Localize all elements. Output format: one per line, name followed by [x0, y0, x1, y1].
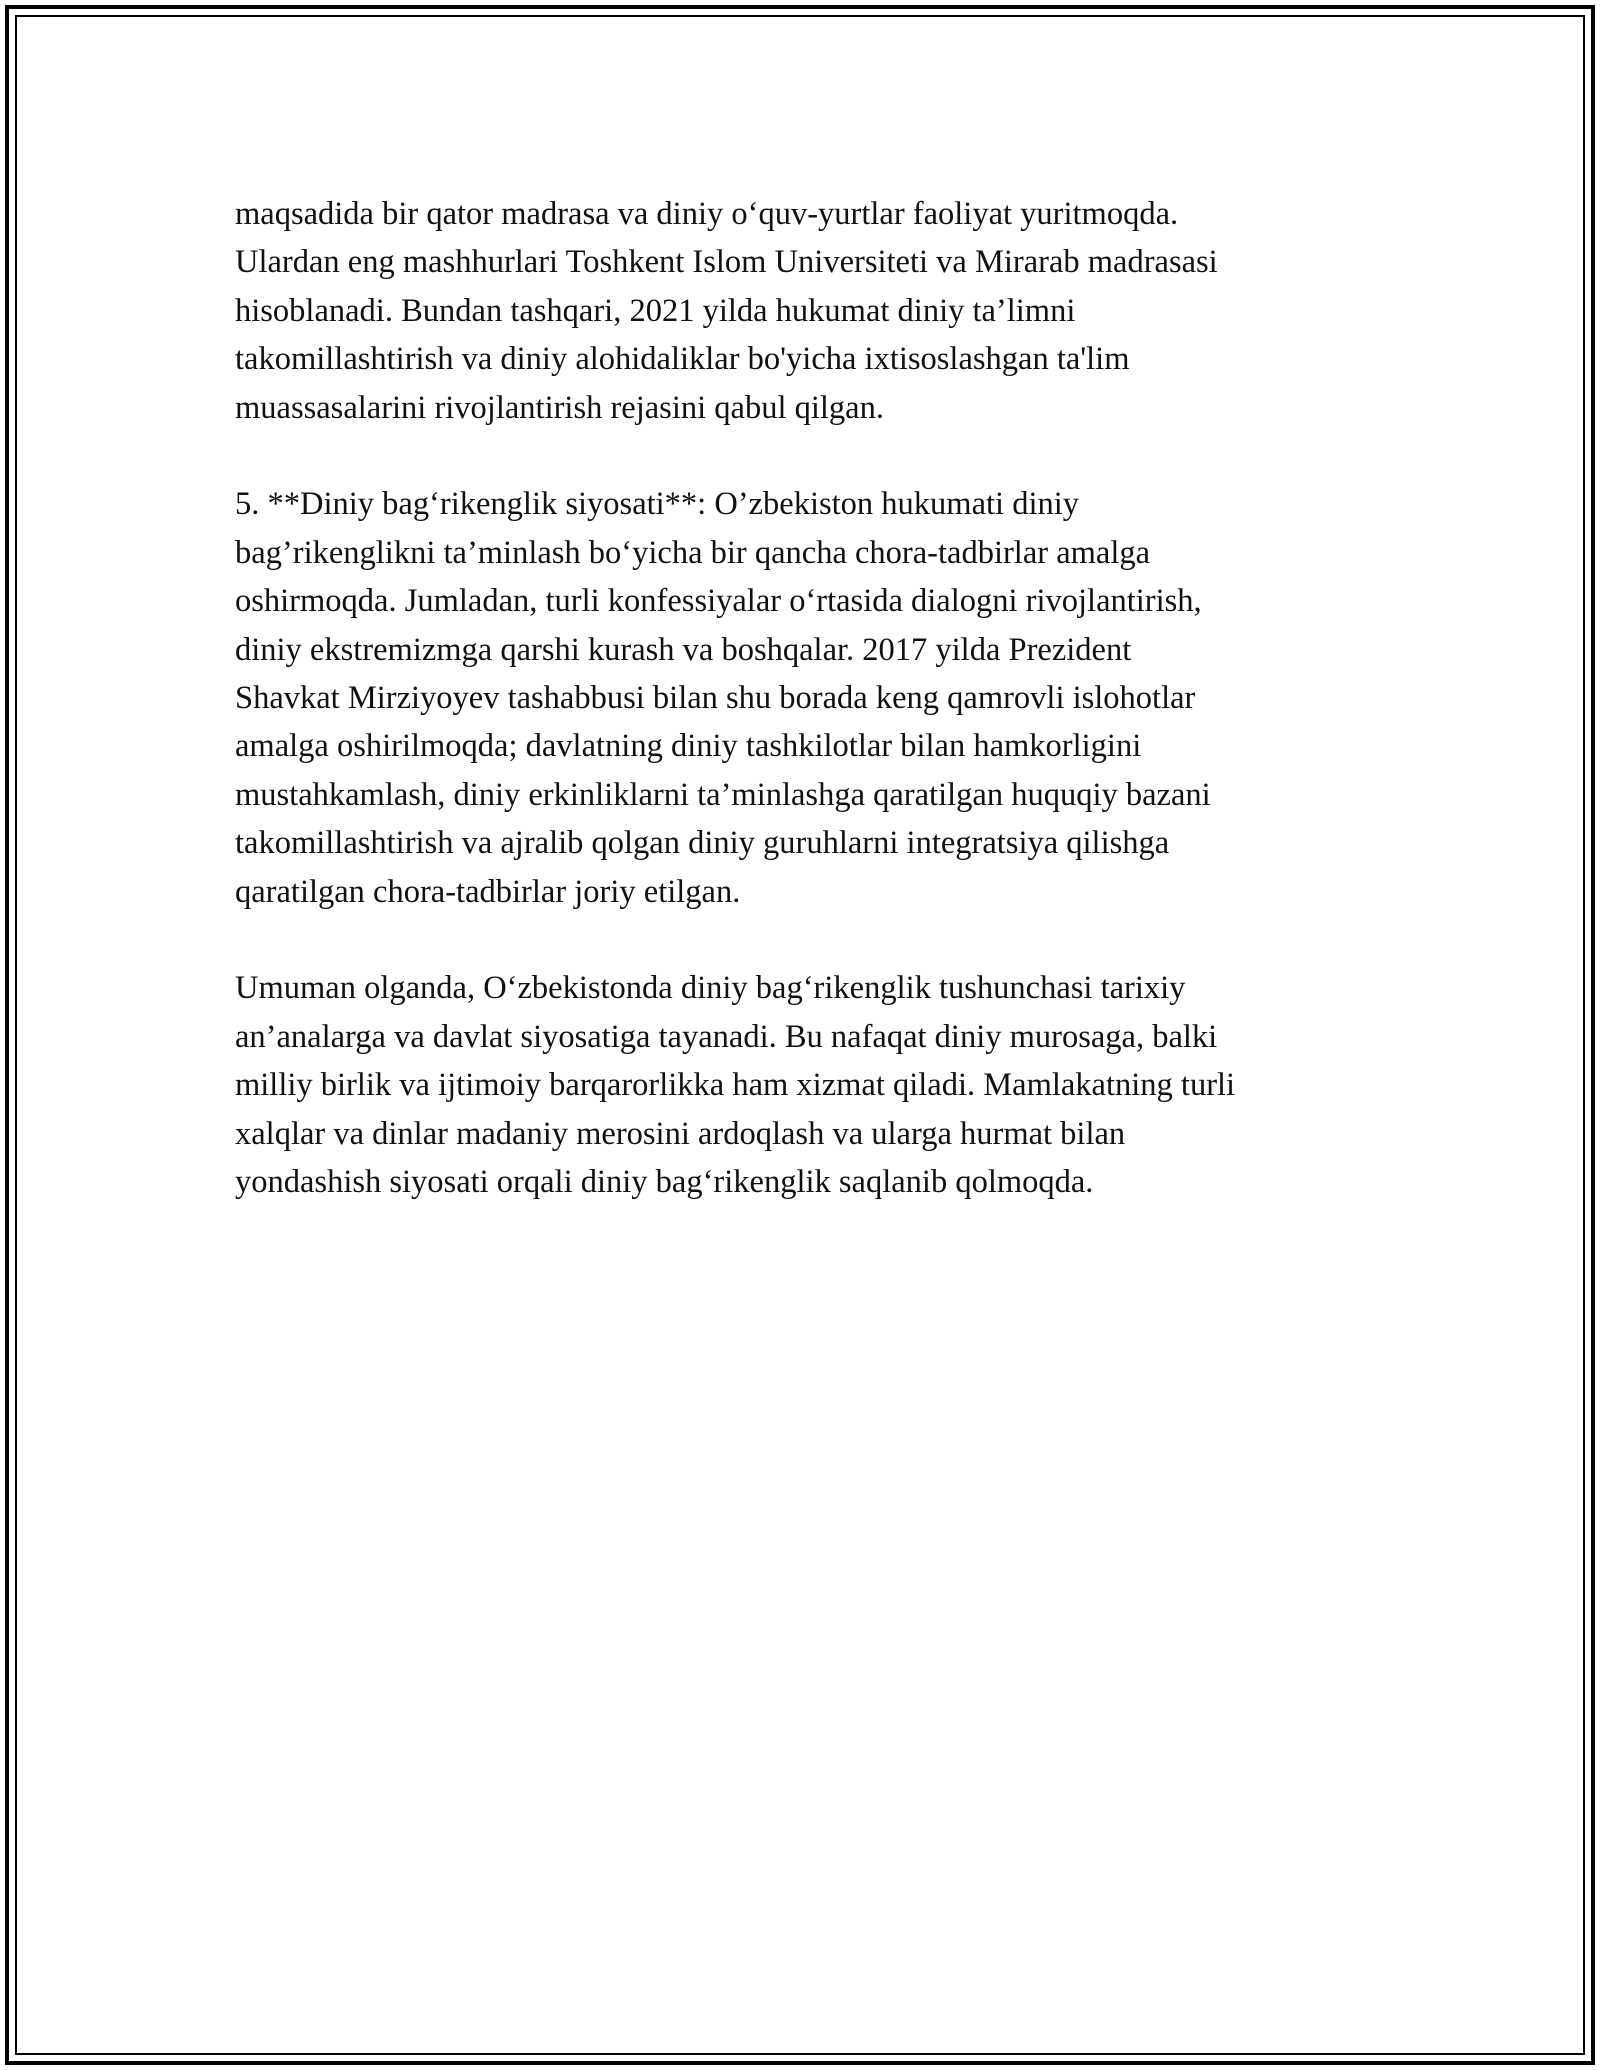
paragraph-madrasa — [235, 190, 1385, 432]
text-line: milliy birlik va ijtimoiy barqarorlikka ham xizmat qiladi. Mamlakatning turli — [235, 1067, 1236, 1104]
text-line: hisoblanadi. Bundan tashqari, 2021 yilda hukumat diniy ta’limni — [235, 292, 1076, 329]
paragraph-tolerance-policy — [235, 480, 1385, 916]
text-line: takomillashtirish va diniy alohidaliklar bo'yicha ixtisoslashgan ta'lim — [235, 341, 1130, 378]
text-line: maqsadida bir qator madrasa va diniy o‘quv-yurtlar faoliyat yuritmoqda. — [235, 196, 1179, 232]
text-line: Ulardan eng mashhurlari Toshkent Islom Universiteti va Mirarab madrasasi — [235, 244, 1218, 281]
text-line: Shavkat Mirziyoyev tashabbusi bilan shu borada keng qamrovli islohotlar — [235, 680, 1196, 717]
text-line: takomillashtirish va ajralib qolgan diniy guruhlarni integratsiya qilishga — [235, 825, 1170, 862]
text-line: qaratilgan chora-tadbirlar joriy etilgan. — [235, 873, 741, 910]
text-line: mustahkamlash, diniy erkinliklarni ta’minlashga qaratilgan huquqiy bazani — [235, 776, 1211, 813]
text-line: xalqlar va dinlar madaniy merosini ardoqlash va ularga hurmat bilan — [235, 1115, 1126, 1152]
text-line: bag’rikenglikni ta’minlash bo‘yicha bir qancha chora-tadbirlar amalga — [235, 534, 1151, 571]
text-line: 5. **Diniy bag‘rikenglik siyosati**: O’zbekiston hukumati diniy — [235, 486, 1080, 523]
text-line: diniy ekstremizmga qarshi kurash va boshqalar. 2017 yilda Prezident — [235, 631, 1132, 668]
text-line: oshirmoqda. Jumladan, turli konfessiyalar o‘rtasida dialogni rivojlantirish, — [235, 583, 1202, 620]
text-line: Umuman olganda, O‘zbekistonda diniy bag‘rikenglik tushunchasi tarixiy — [235, 970, 1186, 1007]
text-line: an’analarga va davlat siyosatiga tayanadi. Bu nafaqat diniy murosaga, balki — [235, 1018, 1218, 1055]
paragraph-conclusion — [235, 964, 1385, 1206]
text-line: amalga oshirilmoqda; davlatning diniy tashkilotlar bilan hamkorligini — [235, 728, 1142, 765]
text-line: yondashish siyosati orqali diniy bag‘rikenglik saqlanib qolmoqda. — [235, 1164, 1094, 1201]
document-body — [235, 190, 1385, 1255]
text-line: muassasalarini rivojlantirish rejasini qabul qilgan. — [235, 389, 884, 426]
